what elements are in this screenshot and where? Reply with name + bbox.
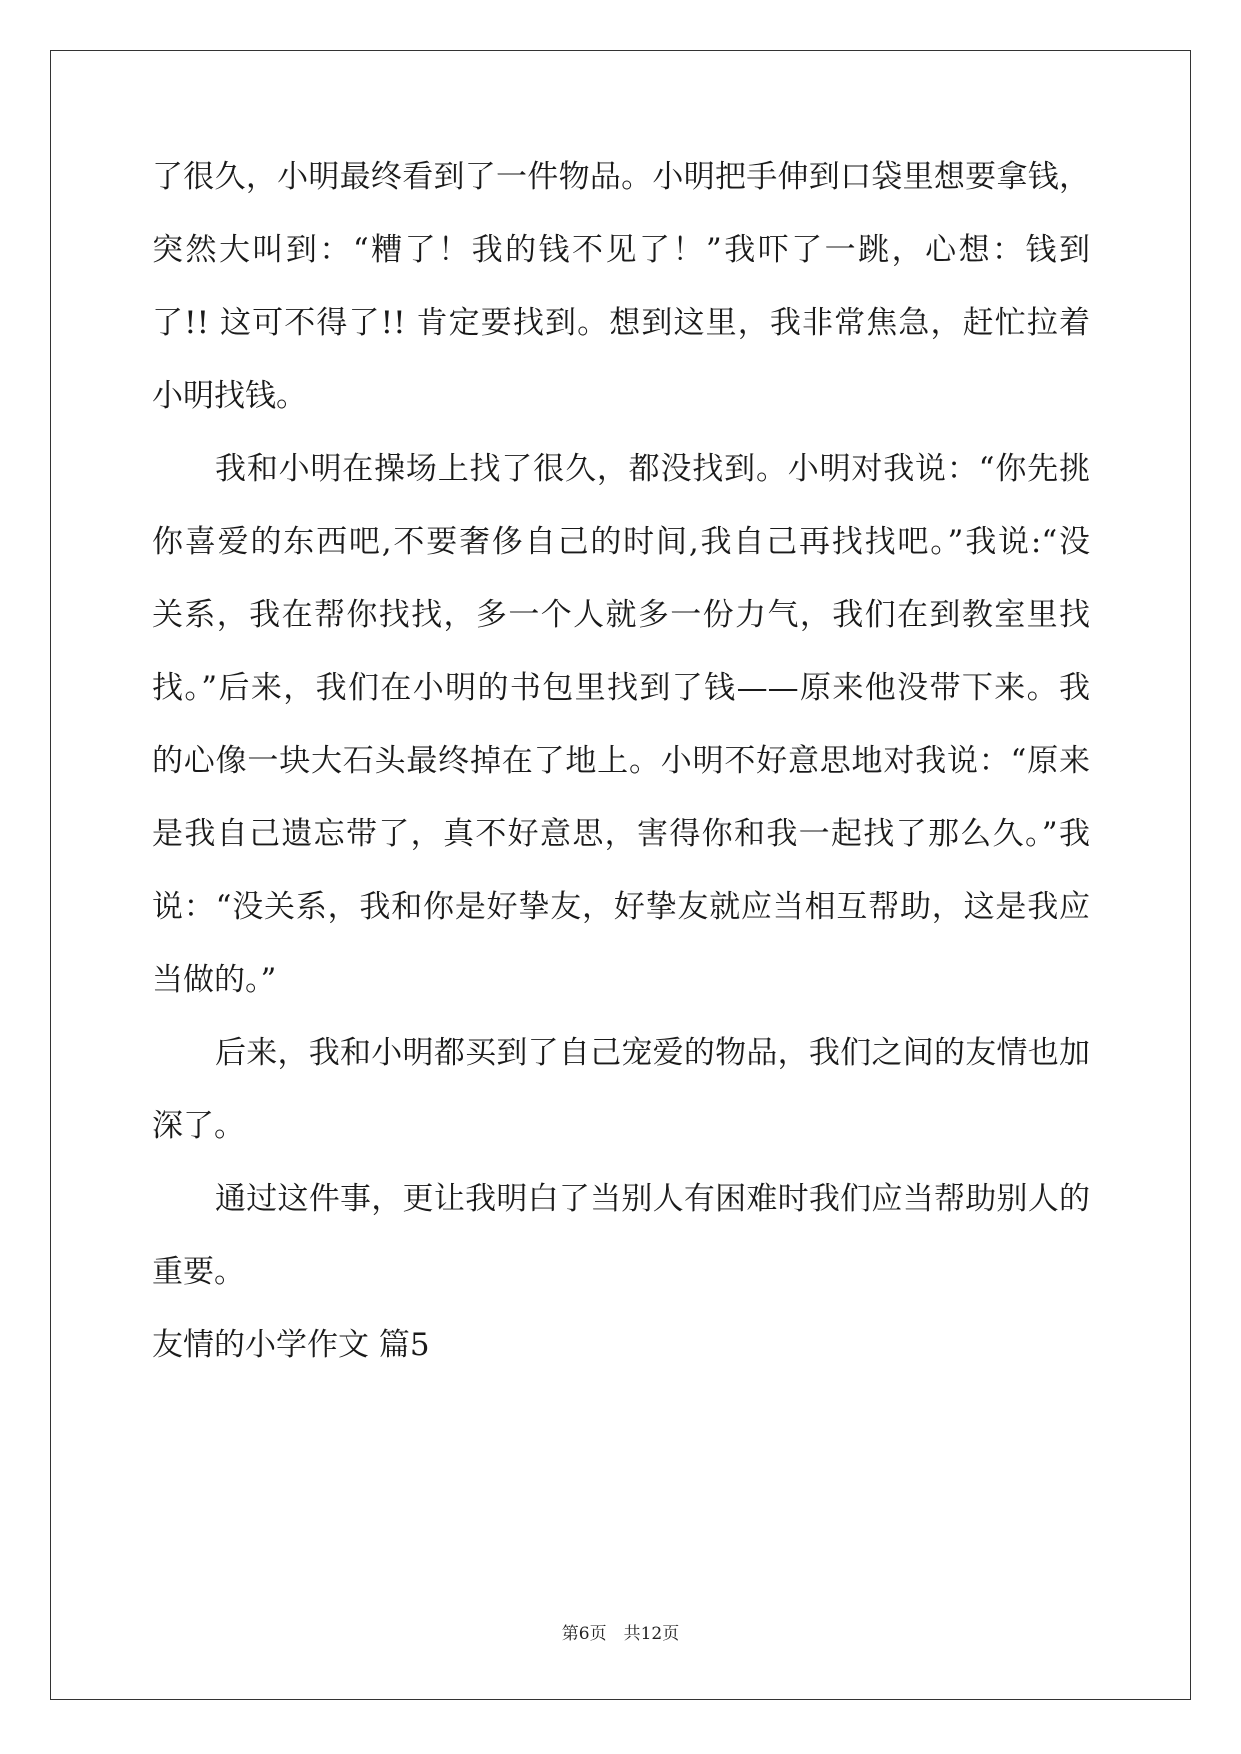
page-border: [50, 50, 1191, 1700]
text-line: 深了。: [152, 1108, 245, 1144]
paragraph-start-line: 通过这件事，更让我明白了当别人有困难时我们应当帮助别人的: [215, 1181, 1090, 1217]
text-line: 重要。: [152, 1254, 245, 1290]
text-line: 关系，我在帮你找找，多一个人就多一份力气，我们在到教室里找: [152, 597, 1090, 633]
text-line: 小明找钱。: [152, 378, 307, 414]
text-line: 说：“没关系，我和你是好挚友，好挚友就应当相互帮助，这是我应: [152, 889, 1090, 925]
text-line: 了!! 这可不得了!! 肯定要找到。想到这里，我非常焦急，赶忙拉着: [152, 305, 1090, 341]
text-line: 你喜爱的东西吧,不要奢侈自己的时间,我自己再找找吧。”我说:“没: [152, 524, 1090, 560]
text-line: 了很久，小明最终看到了一件物品。小明把手伸到口袋里想要拿钱，: [152, 159, 1090, 195]
text-line: 的心像一块大石头最终掉在了地上。小明不好意思地对我说：“原来: [152, 743, 1090, 779]
text-line: 当做的。”: [152, 962, 277, 998]
text-line: 是我自己遗忘带了，真不好意思，害得你和我一起找了那么久。”我: [152, 816, 1090, 852]
page-number-footer: 第6页 共12页: [561, 1624, 680, 1644]
text-line: 找。”后来，我们在小明的书包里找到了钱——原来他没带下来。我: [152, 670, 1090, 706]
section-heading: 友情的小学作文 篇5: [152, 1327, 430, 1363]
paragraph-start-line: 后来，我和小明都买到了自己宠爱的物品，我们之间的友情也加: [215, 1035, 1090, 1071]
text-line: 突然大叫到：“糟了！我的钱不见了！”我吓了一跳，心想：钱到: [152, 232, 1090, 268]
paragraph-start-line: 我和小明在操场上找了很久，都没找到。小明对我说：“你先挑: [215, 451, 1090, 487]
